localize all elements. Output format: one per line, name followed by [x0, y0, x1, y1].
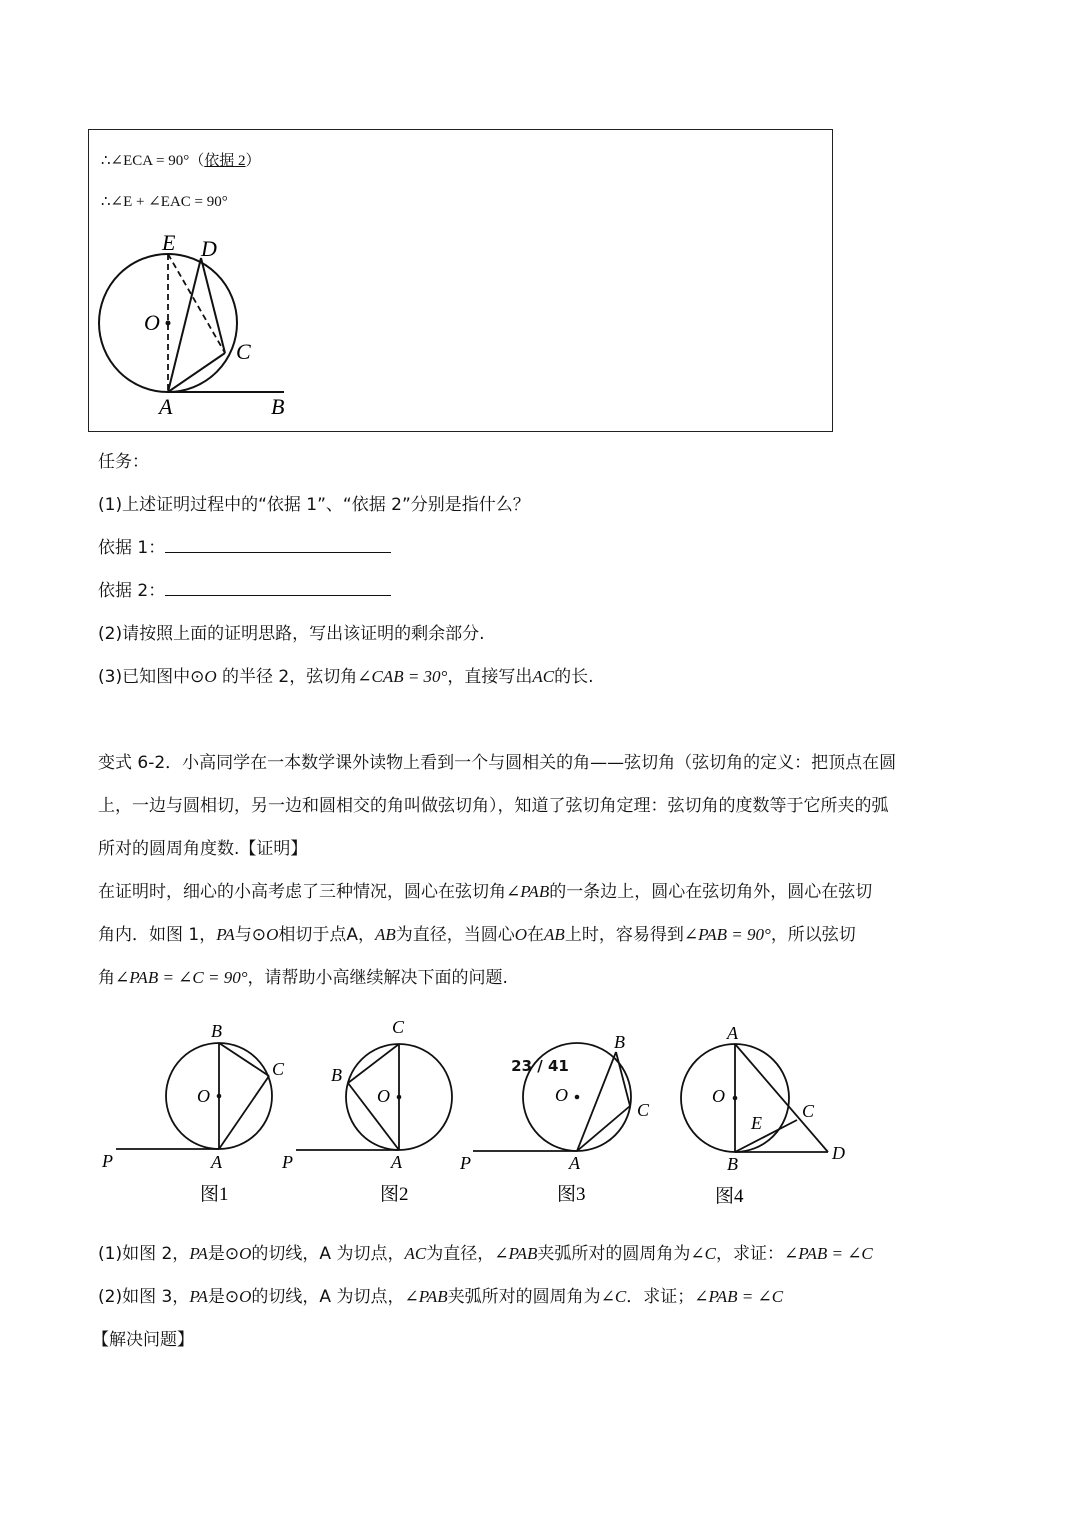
variant-p5: 角内．如图 1，PA与⊙O相切于点A，AB为直径，当圆心O在AB上时，容易得到∠PAB = 90°，所以弦切: [98, 925, 856, 945]
variant-p2: 上，一边与圆相切，另一边和圆相交的角叫做弦切角），知道了弦切角定理：弦切角的度数等于它所夹的弧: [98, 796, 889, 816]
basis-2-line: 依据 2：: [98, 576, 391, 601]
fig2-caption: 图2: [380, 1184, 409, 1205]
circle-diagram: [89, 228, 349, 428]
label-A: A: [159, 394, 173, 419]
fig1-label-B: B: [211, 1021, 222, 1041]
fig3-label-A: A: [569, 1153, 580, 1173]
fig1-label-P: P: [102, 1151, 113, 1171]
variant-p4: 在证明时，细心的小高考虑了三种情况，圆心在弦切角∠PAB的一条边上，圆心在弦切角外，圆心在弦切: [98, 882, 873, 902]
segment-DC: [201, 258, 225, 353]
label-D: D: [201, 236, 217, 261]
label-O: O: [144, 310, 160, 335]
basis-1-blank[interactable]: [165, 536, 391, 553]
proof-box: [88, 129, 833, 432]
fig4-label-C: C: [802, 1101, 815, 1121]
task-q2: (2)请按照上面的证明思路，写出该证明的剩余部分.: [98, 624, 485, 644]
label-E: E: [162, 230, 176, 255]
fig2-label-P: P: [282, 1152, 293, 1172]
fig4-caption: 图4: [715, 1186, 744, 1207]
figure-2: [281, 1017, 452, 1205]
fig2-label-B: B: [331, 1065, 342, 1085]
basis-1-line: 依据 1：: [98, 533, 391, 558]
variant-p6: 角∠PAB = ∠C = 90°，请帮助小高继续解决下面的问题.: [98, 968, 508, 988]
variant-p1: 变式 6-2．小高同学在一本数学课外读物上看到一个与圆相关的角——弦切角（弦切角的定义：把顶点在圆: [98, 753, 897, 773]
center-dot: [166, 321, 171, 326]
segment-EC: [168, 254, 225, 353]
task-title: 任务：: [98, 452, 149, 472]
fig3-label-O: O: [555, 1085, 568, 1105]
fig2-label-A: A: [391, 1152, 402, 1172]
basis-2-ref: 依据 2: [204, 153, 246, 169]
task-q1: (1)上述证明过程中的“依据 1”、“依据 2”分别是指什么？: [98, 495, 530, 515]
label-B: B: [271, 394, 285, 419]
fig4-label-A: A: [727, 1023, 738, 1043]
variant-p3: 所对的圆周角度数.【证明】: [98, 839, 308, 859]
page-number: 23 / 41: [511, 1057, 569, 1075]
basis-2-blank[interactable]: [165, 579, 391, 596]
task-q3: (3)已知图中⊙O 的半径 2，弦切角∠CAB = 30°，直接写出AC的长.: [98, 667, 594, 687]
fig1-label-A: A: [211, 1152, 222, 1172]
label-C: C: [236, 339, 251, 364]
fig1-label-O: O: [197, 1086, 210, 1106]
solve-heading: 【解决问题】: [92, 1330, 194, 1350]
figures-row: [0, 1015, 1080, 1215]
figure-4: [681, 1023, 845, 1207]
fig3-label-P: P: [460, 1153, 471, 1173]
fig4-label-D: D: [832, 1143, 845, 1163]
question-2: (2)如图 3，PA是⊙O的切线，A 为切点，∠PAB夹弧所对的圆周角为∠C．求证；∠PAB = ∠C: [98, 1287, 784, 1307]
figure-1: [101, 1021, 285, 1205]
proof-line-1: ∴∠ECA = 90°（依据 2）: [101, 153, 261, 169]
fig1-label-C: C: [272, 1059, 285, 1079]
fig3-caption: 图3: [557, 1184, 586, 1205]
question-1: (1)如图 2，PA是⊙O的切线，A 为切点，AC为直径，∠PAB夹弧所对的圆周角为∠C，求证：∠PAB = ∠C: [98, 1244, 873, 1264]
proof-line-2: ∴∠E + ∠EAC = 90°: [101, 194, 228, 210]
fig4-label-E: E: [751, 1113, 762, 1133]
fig4-label-O: O: [712, 1086, 725, 1106]
fig2-label-O: O: [377, 1086, 390, 1106]
fig2-label-C: C: [392, 1017, 405, 1037]
fig1-caption: 图1: [200, 1184, 229, 1205]
fig3-label-C: C: [637, 1100, 650, 1120]
fig4-label-B: B: [727, 1154, 738, 1174]
fig3-label-B: B: [614, 1032, 625, 1052]
